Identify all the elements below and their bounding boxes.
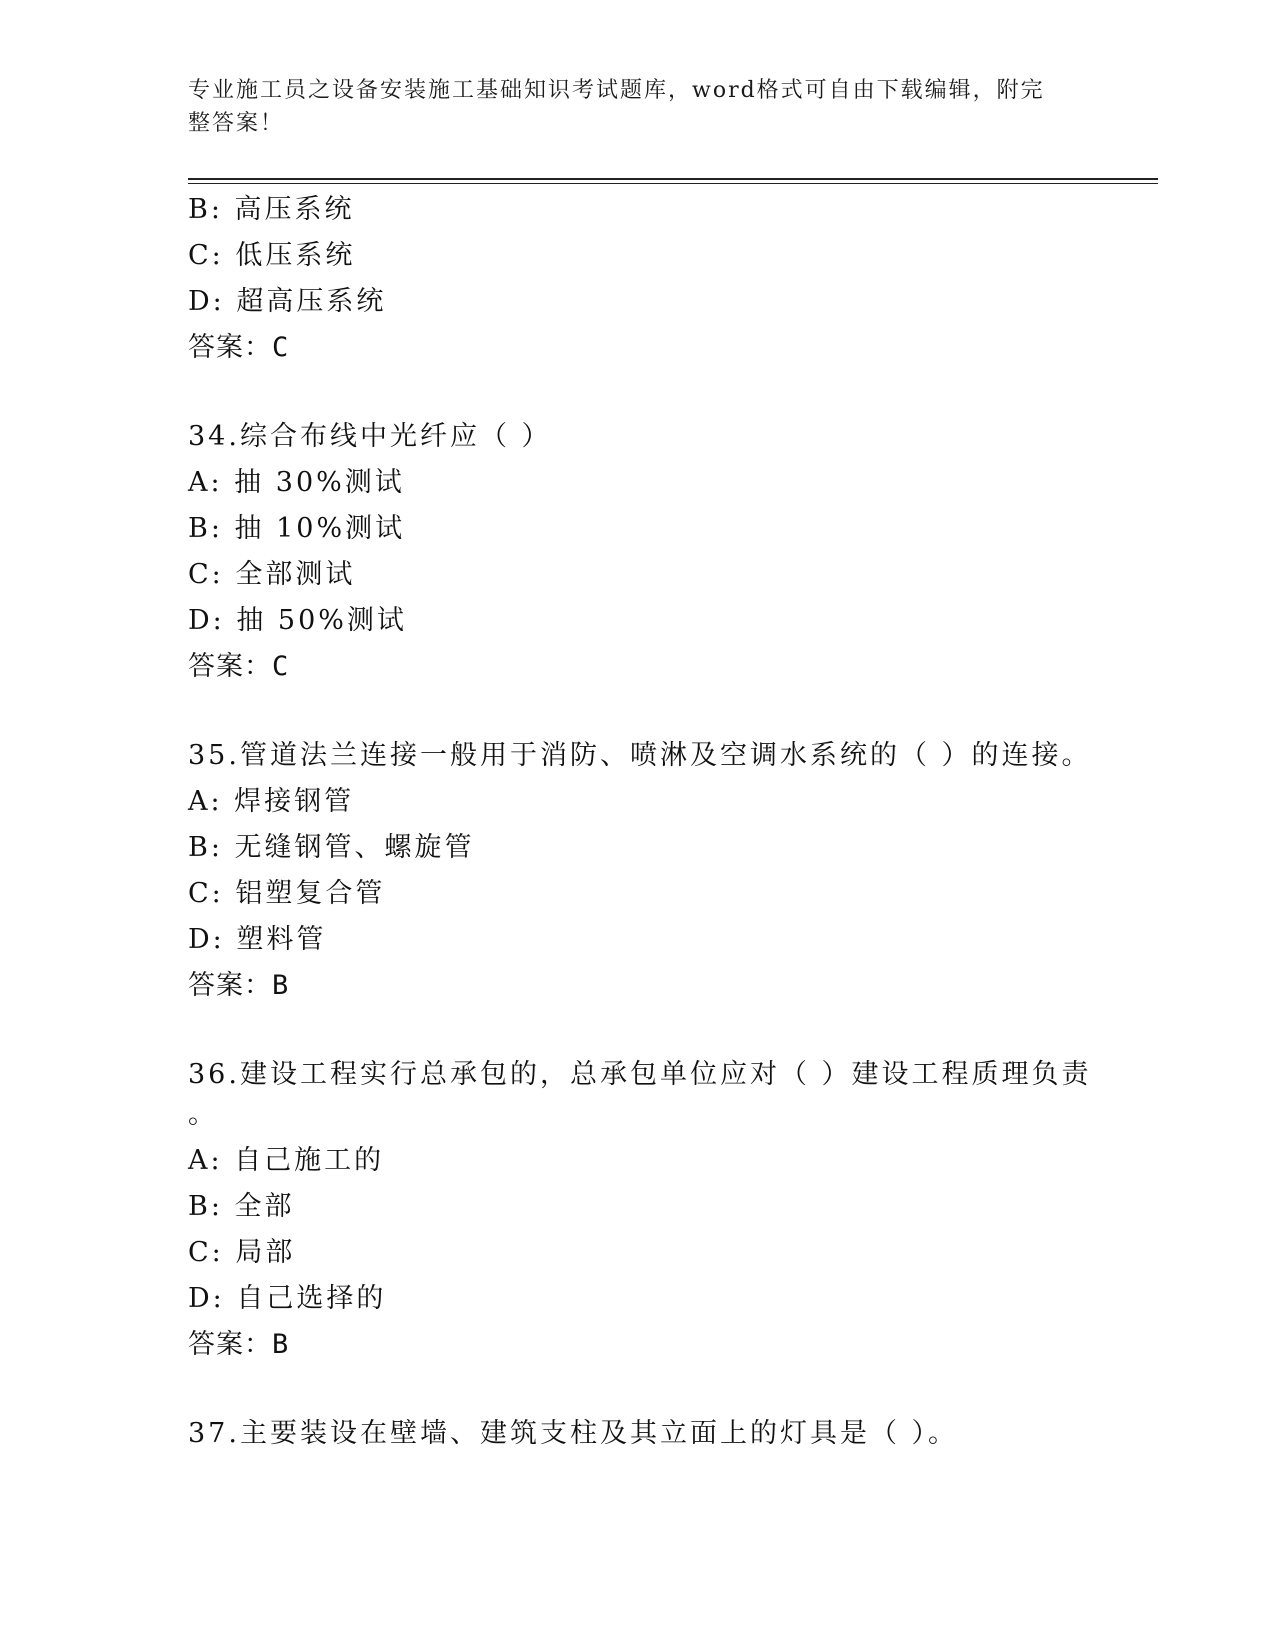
question-text-continuation: 。 [188, 1099, 215, 1130]
option-b: B: 全部 [188, 1191, 295, 1222]
option-b: B: 抽 10%测试 [188, 513, 406, 544]
answer-line: 答案：C [188, 651, 290, 682]
option-b: B: 无缝钢管、螺旋管 [188, 832, 475, 863]
option-c: C: 铝塑复合管 [188, 878, 386, 909]
option-c: C: 全部测试 [188, 559, 356, 590]
answer-line: 答案：C [188, 332, 290, 363]
question-text: 35.管道法兰连接一般用于消防、喷淋及空调水系统的（ ）的连接。 [188, 740, 1092, 771]
question-list [188, 187, 1092, 1457]
question-35 [188, 733, 1092, 1009]
option-d: D: 自己选择的 [188, 1283, 387, 1314]
option-b: B: 高压系统 [188, 194, 355, 225]
question-36 [188, 1052, 1092, 1368]
option-a: A: 自己施工的 [188, 1145, 385, 1176]
option-c: C: 低压系统 [188, 240, 356, 271]
question-text: 34.综合布线中光纤应（ ） [188, 421, 552, 452]
option-d: D: 塑料管 [188, 924, 327, 955]
question-text: 37.主要装设在壁墙、建筑支柱及其立面上的灯具是（ ）。 [188, 1418, 959, 1449]
answer-line: 答案：B [188, 970, 290, 1001]
document-header: 专业施工员之设备安装施工基础知识考试题库，word格式可自由下载编辑，附完整答案！ [188, 78, 1045, 136]
question-37 [188, 1411, 1068, 1457]
header-rule-thick [188, 178, 1158, 180]
answer-line: 答案：B [188, 1329, 290, 1360]
option-a: A: 抽 30%测试 [188, 467, 405, 498]
option-c: C: 局部 [188, 1237, 296, 1268]
question-34 [188, 414, 1068, 690]
question-33-tail [188, 187, 1068, 371]
option-a: A: 焊接钢管 [188, 786, 355, 817]
option-d: D: 抽 50%测试 [188, 605, 407, 636]
option-d: D: 超高压系统 [188, 286, 387, 317]
question-text: 36.建设工程实行总承包的，总承包单位应对（ ）建设工程质理负责 [188, 1059, 1092, 1090]
header-rule-thin [188, 183, 1158, 184]
